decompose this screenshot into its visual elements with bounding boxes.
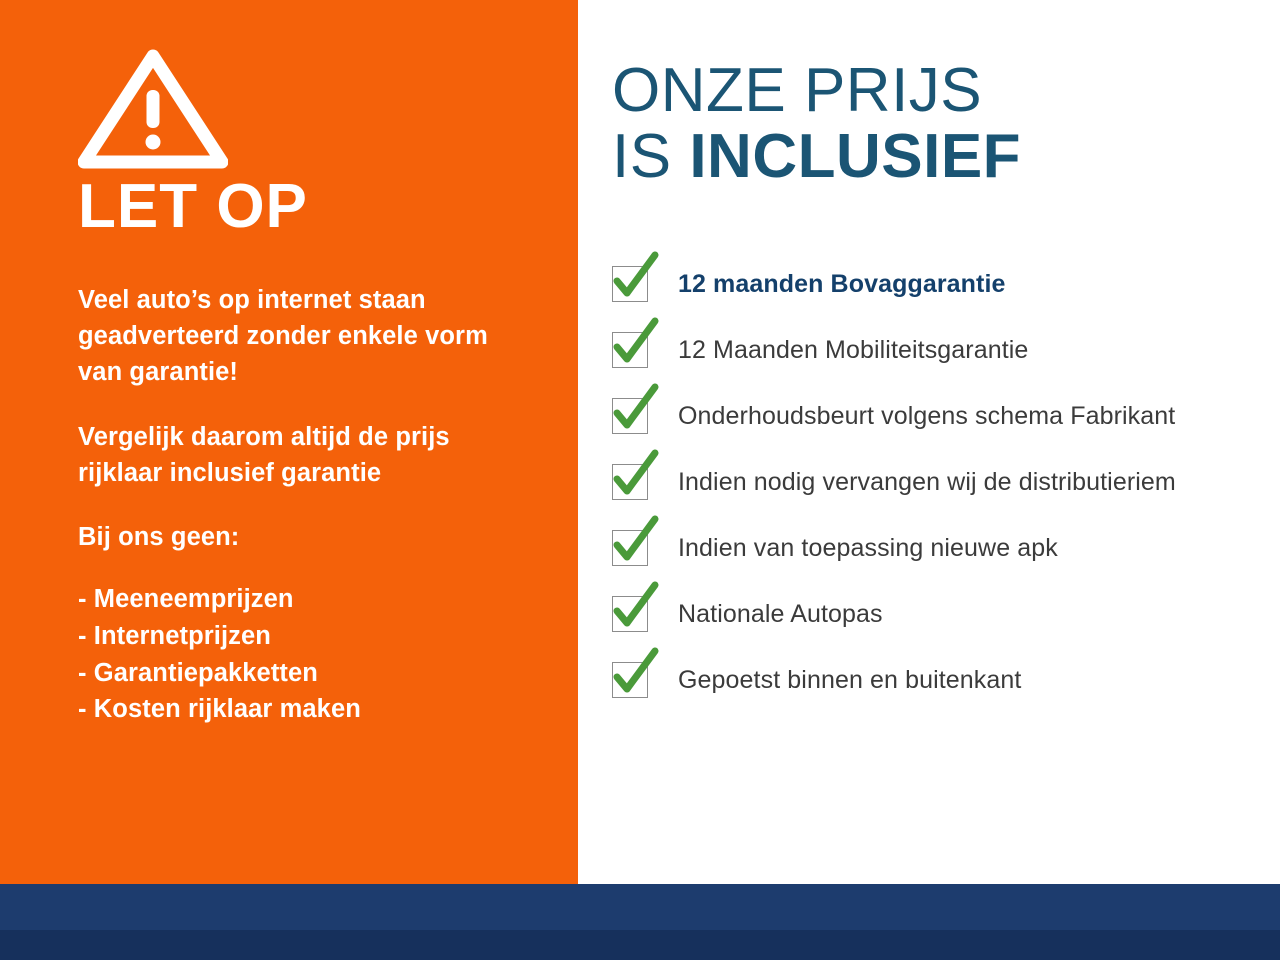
feature-label: Indien nodig vervangen wij de distributieriem bbox=[678, 467, 1176, 496]
feature-label: Gepoetst binnen en buitenkant bbox=[678, 665, 1022, 694]
footer-bar-secondary bbox=[0, 930, 1280, 960]
list-item: - Garantiepakketten bbox=[78, 658, 318, 687]
headline-line-2-light: IS bbox=[612, 121, 690, 191]
list-item bbox=[612, 317, 1240, 383]
list-item: - Internetprijzen bbox=[78, 621, 271, 650]
list-item: - Meeneemprijzen bbox=[78, 585, 294, 614]
feature-label: 12 Maanden Mobiliteitsgarantie bbox=[678, 335, 1029, 364]
warning-paragraph-3: Bij ons geen: bbox=[78, 523, 240, 552]
headline bbox=[612, 58, 1240, 189]
feature-label: 12 maanden Bovaggarantie bbox=[678, 269, 1006, 298]
check-icon bbox=[612, 662, 648, 698]
check-icon bbox=[612, 398, 648, 434]
list-item bbox=[612, 647, 1240, 713]
list-item bbox=[612, 251, 1240, 317]
list-item bbox=[612, 515, 1240, 581]
page-title: LET OP bbox=[78, 172, 308, 241]
feature-label: Indien van toepassing nieuwe apk bbox=[678, 533, 1058, 562]
feature-list bbox=[612, 251, 1240, 713]
check-icon bbox=[612, 530, 648, 566]
warning-triangle-icon bbox=[78, 48, 228, 170]
list-item bbox=[612, 449, 1240, 515]
exclusion-list bbox=[78, 581, 522, 728]
check-icon bbox=[612, 332, 648, 368]
inclusive-panel bbox=[578, 0, 1280, 884]
check-icon bbox=[612, 464, 648, 500]
warning-panel bbox=[0, 0, 578, 884]
list-item bbox=[612, 581, 1240, 647]
list-item: - Kosten rijklaar maken bbox=[78, 695, 361, 724]
feature-label: Nationale Autopas bbox=[678, 599, 883, 628]
check-icon bbox=[612, 266, 648, 302]
headline-line-2 bbox=[612, 121, 1240, 191]
warning-paragraph-1: Veel auto’s op internet staan geadverteerd zonder enkele vorm van garantie! bbox=[78, 286, 488, 387]
list-item bbox=[612, 383, 1240, 449]
check-icon bbox=[612, 596, 648, 632]
footer-bar-primary bbox=[0, 884, 1280, 930]
headline-line-2-bold: INCLUSIEF bbox=[689, 121, 1022, 191]
feature-label: Onderhoudsbeurt volgens schema Fabrikant bbox=[678, 401, 1176, 430]
warning-paragraph-2: Vergelijk daarom altijd de prijs rijklaar inclusief garantie bbox=[78, 422, 450, 487]
headline-line-1: ONZE PRIJS bbox=[612, 56, 983, 125]
